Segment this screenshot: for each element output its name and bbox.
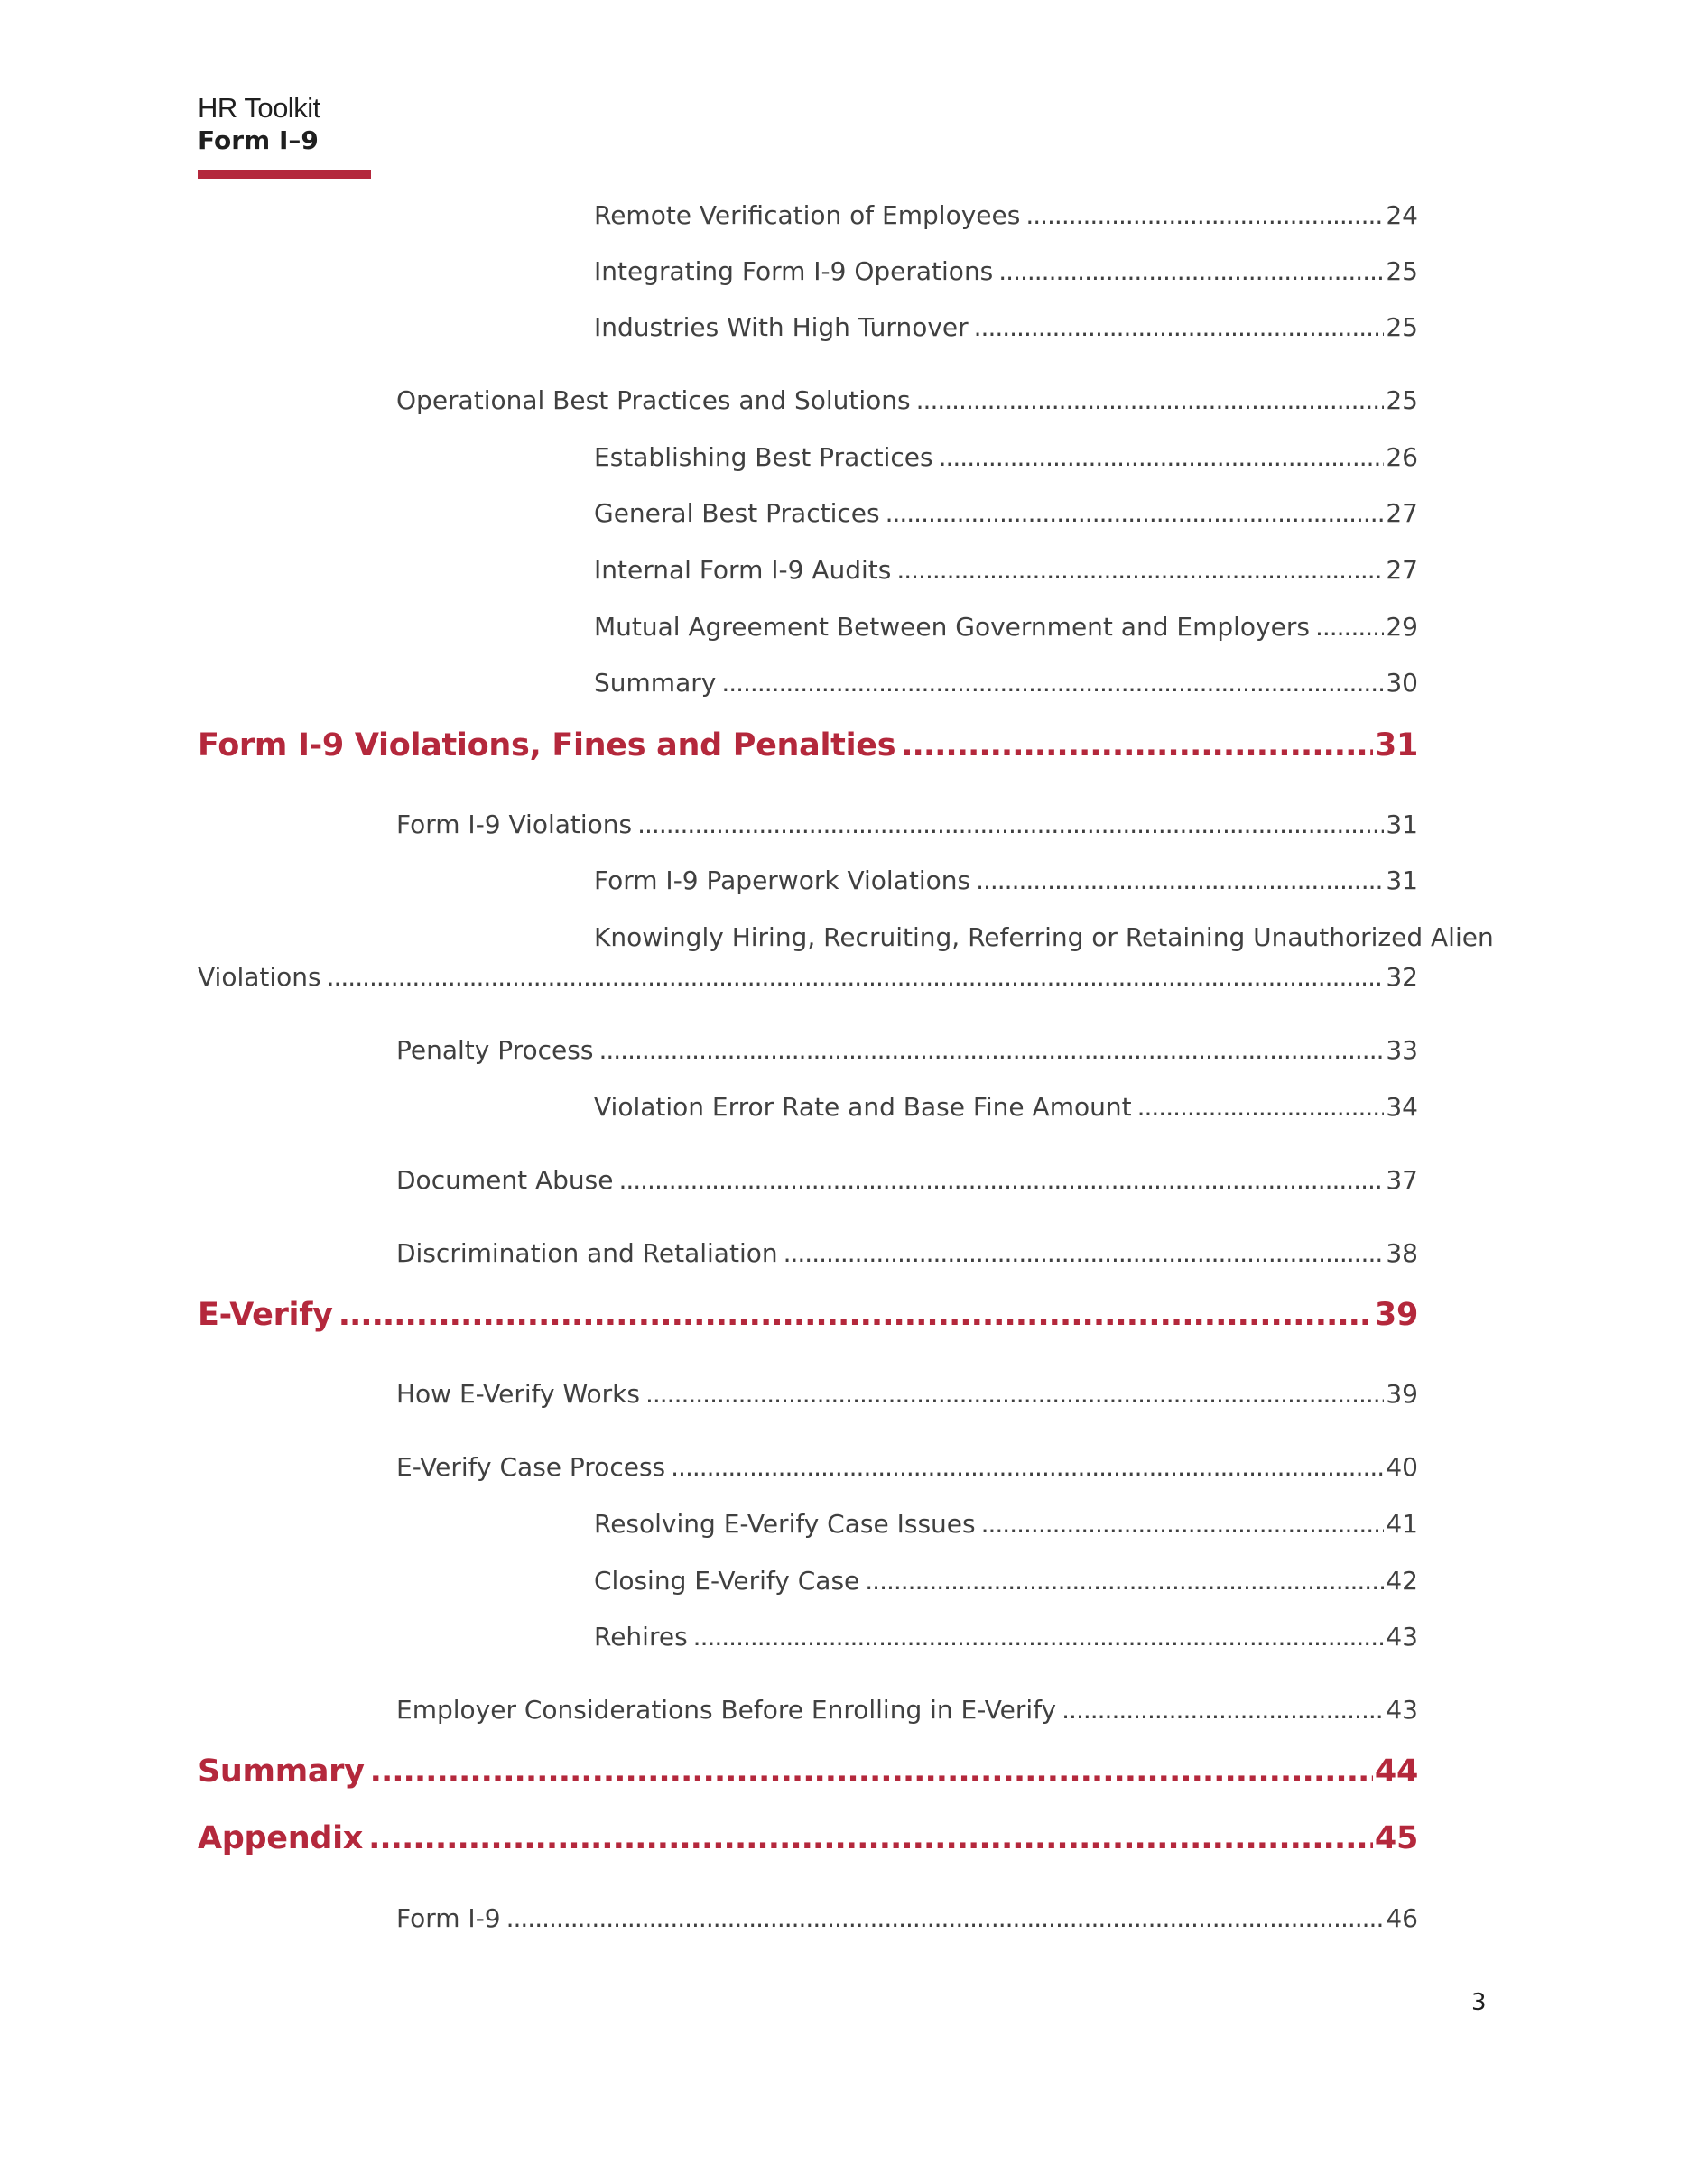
toc-entry[interactable] xyxy=(396,1903,1418,1934)
toc-leader-dots xyxy=(901,726,1373,764)
toc-entry-page: 37 xyxy=(1386,1165,1418,1195)
toc-entry-page: 32 xyxy=(1386,962,1418,992)
toc-entry[interactable] xyxy=(396,1695,1418,1726)
toc-entry-label: Operational Best Practices and Solutions xyxy=(396,385,911,415)
toc-leader-dots xyxy=(1137,1092,1385,1123)
toc-leader-dots xyxy=(618,1165,1384,1196)
toc-entry-page: 41 xyxy=(1386,1509,1418,1539)
toc-entry-page: 45 xyxy=(1374,1820,1418,1856)
toc-entry-label: Mutual Agreement Between Government and Employers xyxy=(594,612,1310,642)
toc-entry-page: 30 xyxy=(1386,668,1418,698)
toc-entry-label: Integrating Form I-9 Operations xyxy=(594,256,994,286)
toc-entry-page: 26 xyxy=(1386,442,1418,472)
header-form-title: Form I–9 xyxy=(198,125,319,155)
toc-entry[interactable] xyxy=(396,1165,1418,1196)
toc-section-heading[interactable] xyxy=(198,726,1418,764)
toc-entry-label: Remote Verification of Employees xyxy=(594,200,1021,230)
toc-entry-label-first-line[interactable]: Knowingly Hiring, Recruiting, Referring or Retaining Unauthorized Alien xyxy=(594,922,1494,952)
toc-entry[interactable] xyxy=(594,256,1418,287)
toc-entry-label: Discrimination and Retaliation xyxy=(396,1238,778,1268)
toc-entry-page: 43 xyxy=(1386,1622,1418,1652)
toc-entry[interactable] xyxy=(396,1452,1418,1483)
toc-entry-page: 31 xyxy=(1386,810,1418,839)
toc-entry-label: Form I-9 Violations xyxy=(396,810,633,839)
toc-entry[interactable] xyxy=(396,810,1418,840)
toc-entry[interactable] xyxy=(594,312,1418,343)
toc-entry[interactable] xyxy=(594,442,1418,473)
toc-entry-page: 27 xyxy=(1386,555,1418,585)
toc-entry[interactable] xyxy=(594,1092,1418,1123)
toc-entry[interactable] xyxy=(594,865,1418,896)
toc-entry-label: Employer Considerations Before Enrolling in E-Verify xyxy=(396,1695,1057,1725)
toc-entry-page: 24 xyxy=(1386,200,1418,230)
toc-entry[interactable] xyxy=(594,555,1418,586)
toc-leader-dots xyxy=(976,865,1384,896)
toc-leader-dots xyxy=(637,810,1384,840)
toc-entry-label: Form I-9 xyxy=(396,1903,501,1933)
toc-entry-label: Closing E-Verify Case xyxy=(594,1566,860,1596)
toc-entry-page: 43 xyxy=(1386,1695,1418,1725)
toc-entry-label: Internal Form I-9 Audits xyxy=(594,555,892,585)
toc-entry-page: 33 xyxy=(1386,1035,1418,1065)
toc-leader-dots xyxy=(645,1379,1384,1410)
toc-leader-dots xyxy=(784,1238,1385,1269)
toc-entry-label: Summary xyxy=(594,668,717,698)
toc-leader-dots xyxy=(339,1296,1373,1334)
toc-entry[interactable] xyxy=(594,668,1418,699)
toc-entry-label: E-Verify Case Process xyxy=(396,1452,666,1482)
toc-entry-page: 38 xyxy=(1386,1238,1418,1268)
toc-entry-label: Summary xyxy=(198,1754,365,1790)
toc-leader-dots xyxy=(506,1903,1385,1934)
toc-entry-page: 34 xyxy=(1386,1092,1418,1122)
toc-entry-label: Form I-9 Paperwork Violations xyxy=(594,865,971,895)
toc-leader-dots xyxy=(598,1035,1384,1066)
toc-leader-dots xyxy=(370,1753,1373,1791)
toc-entry-label: Resolving E-Verify Case Issues xyxy=(594,1509,976,1539)
toc-leader-dots xyxy=(368,1819,1373,1857)
toc-leader-dots xyxy=(327,962,1385,993)
toc-entry-label: Violations xyxy=(198,962,321,992)
toc-leader-dots xyxy=(1062,1695,1384,1726)
toc-entry[interactable] xyxy=(594,1622,1418,1652)
page-number: 3 xyxy=(1471,1989,1487,2016)
toc-section-heading[interactable] xyxy=(198,1819,1418,1857)
toc-leader-dots xyxy=(916,385,1385,416)
toc-entry-label: Establishing Best Practices xyxy=(594,442,933,472)
toc-leader-dots xyxy=(886,498,1385,529)
toc-entry-page: 44 xyxy=(1374,1754,1418,1790)
toc-entry-page: 25 xyxy=(1386,385,1418,415)
toc-entry-page: 46 xyxy=(1386,1903,1418,1933)
toc-entry-page: 40 xyxy=(1386,1452,1418,1482)
toc-leader-dots xyxy=(671,1452,1384,1483)
toc-entry-page: 39 xyxy=(1386,1379,1418,1409)
toc-entry-label: General Best Practices xyxy=(594,498,880,528)
toc-entry-page: 39 xyxy=(1374,1297,1418,1333)
toc-entry[interactable] xyxy=(396,1035,1418,1066)
toc-entry-page: 31 xyxy=(1386,865,1418,895)
toc-leader-dots xyxy=(998,256,1384,287)
toc-leader-dots xyxy=(1025,200,1384,231)
toc-entry-label: Rehires xyxy=(594,1622,688,1652)
toc-entry[interactable] xyxy=(396,1379,1418,1410)
toc-entry-label: Violation Error Rate and Base Fine Amount xyxy=(594,1092,1132,1122)
toc-leader-dots xyxy=(981,1509,1385,1540)
toc-entry-label: Industries With High Turnover xyxy=(594,312,969,342)
toc-entry-label: Document Abuse xyxy=(396,1165,614,1195)
toc-entry[interactable] xyxy=(594,612,1418,643)
toc-entry[interactable] xyxy=(594,1509,1418,1540)
toc-leader-dots xyxy=(693,1622,1385,1652)
toc-entry-page: 25 xyxy=(1386,312,1418,342)
toc-leader-dots xyxy=(1315,612,1384,643)
toc-entry-label: Form I-9 Violations, Fines and Penalties xyxy=(198,727,896,763)
toc-entry[interactable] xyxy=(396,1238,1418,1269)
toc-entry-label: Penalty Process xyxy=(396,1035,594,1065)
toc-entry[interactable] xyxy=(396,385,1418,416)
toc-entry[interactable] xyxy=(594,498,1418,529)
toc-entry-page: 42 xyxy=(1386,1566,1418,1596)
toc-entry[interactable] xyxy=(594,200,1418,231)
toc-leader-dots xyxy=(896,555,1384,586)
toc-entry-page: 31 xyxy=(1374,727,1418,763)
toc-leader-dots xyxy=(939,442,1385,473)
toc-entry[interactable] xyxy=(198,962,1418,993)
toc-entry-label: How E-Verify Works xyxy=(396,1379,640,1409)
toc-leader-dots xyxy=(974,312,1385,343)
toc-entry[interactable] xyxy=(594,1566,1418,1596)
toc-section-heading[interactable] xyxy=(198,1296,1418,1334)
toc-entry-label: E-Verify xyxy=(198,1297,333,1333)
toc-leader-dots xyxy=(865,1566,1384,1596)
toc-entry-page: 29 xyxy=(1386,612,1418,642)
toc-leader-dots xyxy=(721,668,1384,699)
toc-entry-page: 25 xyxy=(1386,256,1418,286)
toc-entry-label: Appendix xyxy=(198,1820,364,1856)
toc-section-heading[interactable] xyxy=(198,1753,1418,1791)
toc-entry-page: 27 xyxy=(1386,498,1418,528)
header-toolkit-title: HR Toolkit xyxy=(198,92,320,124)
